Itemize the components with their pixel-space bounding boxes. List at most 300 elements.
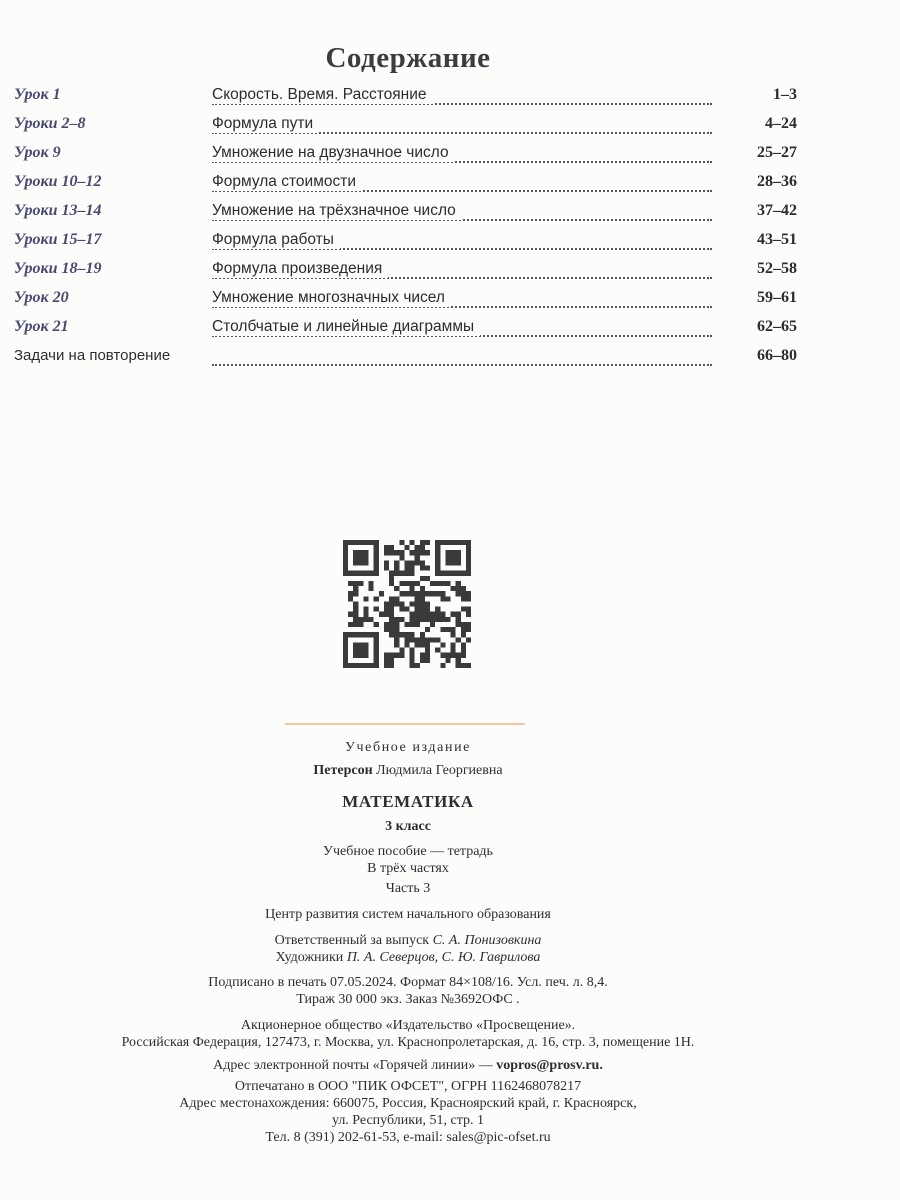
qr-module (415, 550, 420, 555)
qr-module (430, 637, 435, 642)
qr-module (461, 586, 466, 591)
qr-module (343, 560, 348, 565)
qr-module (374, 637, 379, 642)
qr-module (389, 617, 394, 622)
qr-module (456, 581, 461, 586)
qr-module (430, 612, 435, 617)
qr-module (404, 560, 409, 565)
qr-module (420, 607, 425, 612)
qr-module (425, 540, 430, 545)
qr-module (420, 596, 425, 601)
qr-module (343, 540, 348, 545)
qr-module (353, 581, 358, 586)
qr-module (394, 627, 399, 632)
qr-module (425, 648, 430, 653)
qr-module (451, 648, 456, 653)
toc-row (0, 231, 900, 255)
qr-module (399, 648, 404, 653)
qr-module (389, 576, 394, 581)
qr-module (374, 653, 379, 658)
printer-name: Отпечатано в ООО "ПИК ОФСЕТ", ОГРН 1162468078217 (234, 1079, 582, 1094)
qr-module (348, 612, 353, 617)
qr-module (389, 622, 394, 627)
qr-module (466, 637, 471, 642)
qr-module (343, 632, 348, 637)
qr-module (461, 607, 466, 612)
qr-module (358, 571, 363, 576)
qr-module (384, 653, 389, 658)
qr-module (410, 653, 415, 658)
qr-module (358, 653, 363, 658)
qr-module (456, 586, 461, 591)
qr-module (415, 591, 420, 596)
qr-module (404, 566, 409, 571)
qr-module (451, 540, 456, 545)
qr-module (369, 663, 374, 668)
qr-module (363, 555, 368, 560)
qr-module (389, 596, 394, 601)
toc-lesson: Задачи на повторение (14, 347, 171, 364)
printer-street: ул. Республики, 51, стр. 1 (331, 1113, 485, 1128)
qr-module (435, 637, 440, 642)
qr-module (399, 555, 404, 560)
qr-module (466, 591, 471, 596)
qr-module (410, 550, 415, 555)
qr-module (445, 550, 450, 555)
qr-module (415, 607, 420, 612)
qr-module (420, 658, 425, 663)
qr-module (410, 617, 415, 622)
qr-module (410, 637, 415, 642)
qr-module (384, 550, 389, 555)
qr-module (394, 566, 399, 571)
qr-module (358, 550, 363, 555)
responsible-label: Ответственный за выпуск (274, 933, 430, 948)
qr-module (369, 586, 374, 591)
artists-line (0, 950, 816, 966)
qr-module (374, 555, 379, 560)
qr-module (389, 550, 394, 555)
qr-module (358, 663, 363, 668)
qr-module (374, 663, 379, 668)
toc-lesson: Уроки 18–19 (14, 260, 102, 277)
toc-row (0, 202, 900, 226)
qr-module (353, 550, 358, 555)
publisher-address: Российская Федерация, 127473, г. Москва, ул. Краснопролетарская, д. 16, стр. 3, помещение 1Н. (121, 1035, 695, 1050)
toc-topic: Формула работы (212, 231, 340, 249)
toc-row (0, 144, 900, 168)
qr-module (466, 607, 471, 612)
qr-module (435, 617, 440, 622)
author-surname: Петерсон (313, 763, 373, 778)
qr-module (399, 653, 404, 658)
toc-pages: 59–61 (757, 289, 797, 306)
qr-module (394, 632, 399, 637)
toc-lesson: Уроки 2–8 (14, 115, 86, 132)
qr-module (415, 560, 420, 565)
qr-module (420, 591, 425, 596)
qr-module (369, 571, 374, 576)
qr-module (430, 617, 435, 622)
qr-module (348, 581, 353, 586)
qr-module (415, 596, 420, 601)
qr-module (394, 550, 399, 555)
qr-module (451, 586, 456, 591)
qr-module (435, 607, 440, 612)
toc-row (0, 86, 900, 110)
qr-module (456, 622, 461, 627)
toc-row (0, 115, 900, 139)
qr-module (353, 632, 358, 637)
qr-module (343, 642, 348, 647)
qr-module (384, 612, 389, 617)
qr-module (435, 648, 440, 653)
toc-row (0, 347, 900, 371)
toc-lesson: Уроки 15–17 (14, 231, 102, 248)
qr-module (456, 555, 461, 560)
dot-leader (212, 362, 712, 366)
qr-module (451, 627, 456, 632)
qr-module (353, 601, 358, 606)
qr-module (425, 612, 430, 617)
toc-pages: 28–36 (757, 173, 797, 190)
qr-module (461, 622, 466, 627)
toc-pages: 43–51 (757, 231, 797, 248)
qr-module (410, 591, 415, 596)
qr-module (404, 637, 409, 642)
qr-module (466, 622, 471, 627)
toc-lesson: Урок 20 (14, 289, 69, 306)
qr-module (456, 637, 461, 642)
qr-module (425, 627, 430, 632)
qr-module (399, 601, 404, 606)
qr-module (358, 555, 363, 560)
qr-module (343, 566, 348, 571)
book-kind: Учебное пособие — тетрадь (323, 844, 493, 859)
toc-topic: Формула стоимости (212, 173, 362, 191)
qr-module (369, 632, 374, 637)
qr-module (353, 591, 358, 596)
qr-module (353, 653, 358, 658)
qr-module (399, 591, 404, 596)
toc-row (0, 289, 900, 313)
toc-row (0, 318, 900, 342)
qr-module (456, 612, 461, 617)
qr-module (430, 622, 435, 627)
toc-pages: 52–58 (757, 260, 797, 277)
qr-module (374, 571, 379, 576)
qr-module (404, 622, 409, 627)
qr-module (394, 596, 399, 601)
qr-module (440, 642, 445, 647)
qr-module (404, 545, 409, 550)
qr-module (425, 642, 430, 647)
qr-module (399, 632, 404, 637)
qr-code-icon[interactable] (343, 540, 471, 668)
qr-module (363, 560, 368, 565)
qr-module (374, 540, 379, 545)
qr-module (456, 653, 461, 658)
toc-lesson: Уроки 10–12 (14, 173, 102, 190)
qr-module (420, 601, 425, 606)
qr-module (420, 540, 425, 545)
responsible-line (0, 933, 816, 949)
qr-module (435, 560, 440, 565)
qr-module (435, 581, 440, 586)
qr-module (445, 653, 450, 658)
qr-module (410, 586, 415, 591)
qr-module (461, 627, 466, 632)
qr-module (445, 627, 450, 632)
qr-module (451, 550, 456, 555)
qr-module (410, 566, 415, 571)
author-name: Людмила Георгиевна (376, 763, 503, 778)
qr-module (343, 653, 348, 658)
qr-module (363, 607, 368, 612)
qr-module (384, 566, 389, 571)
qr-module (425, 550, 430, 555)
qr-module (394, 617, 399, 622)
print-details: Подписано в печать 07.05.2024. Формат 84×108/16. Усл. печ. л. 8,4. (208, 975, 608, 990)
qr-module (394, 586, 399, 591)
qr-module (363, 653, 368, 658)
qr-module (440, 581, 445, 586)
qr-module (404, 581, 409, 586)
qr-module (456, 571, 461, 576)
qr-module (425, 617, 430, 622)
hotline-email[interactable]: vopros@prosv.ru. (496, 1058, 603, 1073)
qr-module (451, 612, 456, 617)
qr-module (343, 555, 348, 560)
qr-module (430, 591, 435, 596)
qr-module (440, 617, 445, 622)
toc-topic: Умножение на трёхзначное число (212, 202, 462, 220)
qr-module (445, 555, 450, 560)
qr-module (425, 601, 430, 606)
qr-module (440, 627, 445, 632)
qr-module (435, 591, 440, 596)
qr-module (343, 545, 348, 550)
qr-module (353, 586, 358, 591)
qr-module (363, 617, 368, 622)
qr-module (384, 627, 389, 632)
qr-module (394, 571, 399, 576)
qr-module (410, 632, 415, 637)
toc-lesson: Уроки 13–14 (14, 202, 102, 219)
qr-module (420, 576, 425, 581)
qr-module (420, 566, 425, 571)
qr-module (343, 637, 348, 642)
qr-module (410, 648, 415, 653)
qr-module (466, 571, 471, 576)
qr-module (343, 663, 348, 668)
qr-module (466, 540, 471, 545)
qr-module (466, 627, 471, 632)
qr-module (389, 653, 394, 658)
qr-module (363, 571, 368, 576)
qr-module (389, 632, 394, 637)
qr-module (363, 663, 368, 668)
qr-module (369, 581, 374, 586)
qr-module (363, 648, 368, 653)
grade: 3 класс (385, 819, 431, 834)
qr-module (389, 545, 394, 550)
qr-module (461, 653, 466, 658)
qr-module (410, 658, 415, 663)
qr-module (353, 560, 358, 565)
qr-module (389, 581, 394, 586)
hotline-label: Адрес электронной почты «Горячей линии» — (213, 1058, 493, 1073)
qr-module (461, 632, 466, 637)
qr-module (374, 560, 379, 565)
qr-module (384, 560, 389, 565)
qr-module (466, 566, 471, 571)
qr-module (399, 581, 404, 586)
qr-module (415, 555, 420, 560)
qr-module (389, 601, 394, 606)
qr-module (466, 550, 471, 555)
qr-module (410, 601, 415, 606)
qr-module (461, 663, 466, 668)
qr-module (404, 632, 409, 637)
qr-module (466, 612, 471, 617)
artists-names: П. А. Северцов, С. Ю. Гаврилова (346, 950, 541, 965)
qr-module (394, 637, 399, 642)
qr-module (343, 571, 348, 576)
qr-module (445, 617, 450, 622)
qr-module (435, 571, 440, 576)
qr-module (363, 642, 368, 647)
toc-pages: 4–24 (765, 115, 797, 132)
toc-topic: Столбчатые и линейные диаграммы (212, 318, 480, 336)
qr-module (440, 612, 445, 617)
qr-module (461, 591, 466, 596)
qr-module (415, 581, 420, 586)
qr-module (445, 596, 450, 601)
qr-module (456, 591, 461, 596)
qr-module (456, 663, 461, 668)
toc-pages: 62–65 (757, 318, 797, 335)
qr-module (435, 555, 440, 560)
qr-module (343, 648, 348, 653)
toc-lesson: Урок 21 (14, 318, 69, 335)
qr-module (374, 622, 379, 627)
parts: В трёх частях (367, 861, 449, 876)
toc-title: Содержание (325, 42, 491, 74)
qr-module (353, 617, 358, 622)
qr-module (420, 642, 425, 647)
qr-module (363, 632, 368, 637)
qr-module (348, 632, 353, 637)
qr-module (374, 648, 379, 653)
toc-pages: 66–80 (757, 347, 797, 364)
qr-module (420, 632, 425, 637)
qr-module (466, 555, 471, 560)
qr-module (420, 653, 425, 658)
qr-module (435, 545, 440, 550)
qr-module (399, 617, 404, 622)
qr-module (384, 622, 389, 627)
qr-module (466, 545, 471, 550)
qr-module (358, 540, 363, 545)
qr-module (363, 540, 368, 545)
qr-module (348, 663, 353, 668)
author-line (0, 763, 816, 779)
qr-module (374, 596, 379, 601)
qr-module (415, 545, 420, 550)
qr-module (440, 653, 445, 658)
qr-module (348, 596, 353, 601)
qr-module (353, 642, 358, 647)
toc-topic: Умножение на двузначное число (212, 144, 455, 162)
qr-module (410, 560, 415, 565)
qr-module (425, 576, 430, 581)
qr-module (445, 560, 450, 565)
book-title: МАТЕМАТИКА (342, 792, 474, 811)
qr-module (415, 663, 420, 668)
qr-module (353, 607, 358, 612)
qr-module (353, 663, 358, 668)
qr-module (358, 648, 363, 653)
qr-module (363, 550, 368, 555)
qr-module (461, 540, 466, 545)
print-run: Тираж 30 000 экз. Заказ №3692ОФС . (296, 992, 520, 1007)
qr-module (389, 663, 394, 668)
qr-module (404, 591, 409, 596)
divider (285, 723, 525, 725)
toc-topic: Формула пути (212, 115, 319, 133)
toc-topic: Скорость. Время. Расстояние (212, 86, 433, 104)
qr-module (389, 612, 394, 617)
qr-module (374, 607, 379, 612)
qr-module (353, 555, 358, 560)
qr-module (358, 617, 363, 622)
qr-module (394, 601, 399, 606)
qr-module (384, 663, 389, 668)
qr-module (348, 622, 353, 627)
qr-module (440, 571, 445, 576)
qr-module (348, 591, 353, 596)
qr-module (410, 540, 415, 545)
qr-module (415, 617, 420, 622)
qr-module (430, 581, 435, 586)
qr-module (415, 612, 420, 617)
qr-module (374, 550, 379, 555)
qr-module (363, 596, 368, 601)
artists-label: Художники (275, 950, 344, 965)
qr-module (358, 632, 363, 637)
qr-module (425, 658, 430, 663)
qr-module (451, 632, 456, 637)
qr-module (358, 560, 363, 565)
qr-module (343, 658, 348, 663)
qr-module (435, 566, 440, 571)
toc-pages: 1–3 (773, 86, 797, 103)
qr-module (374, 658, 379, 663)
qr-module (394, 560, 399, 565)
qr-module (410, 571, 415, 576)
qr-module (445, 571, 450, 576)
qr-module (404, 642, 409, 647)
qr-module (420, 586, 425, 591)
qr-module (425, 607, 430, 612)
qr-module (394, 642, 399, 647)
qr-module (389, 627, 394, 632)
qr-module (348, 540, 353, 545)
qr-module (451, 555, 456, 560)
qr-module (353, 622, 358, 627)
qr-module (445, 540, 450, 545)
